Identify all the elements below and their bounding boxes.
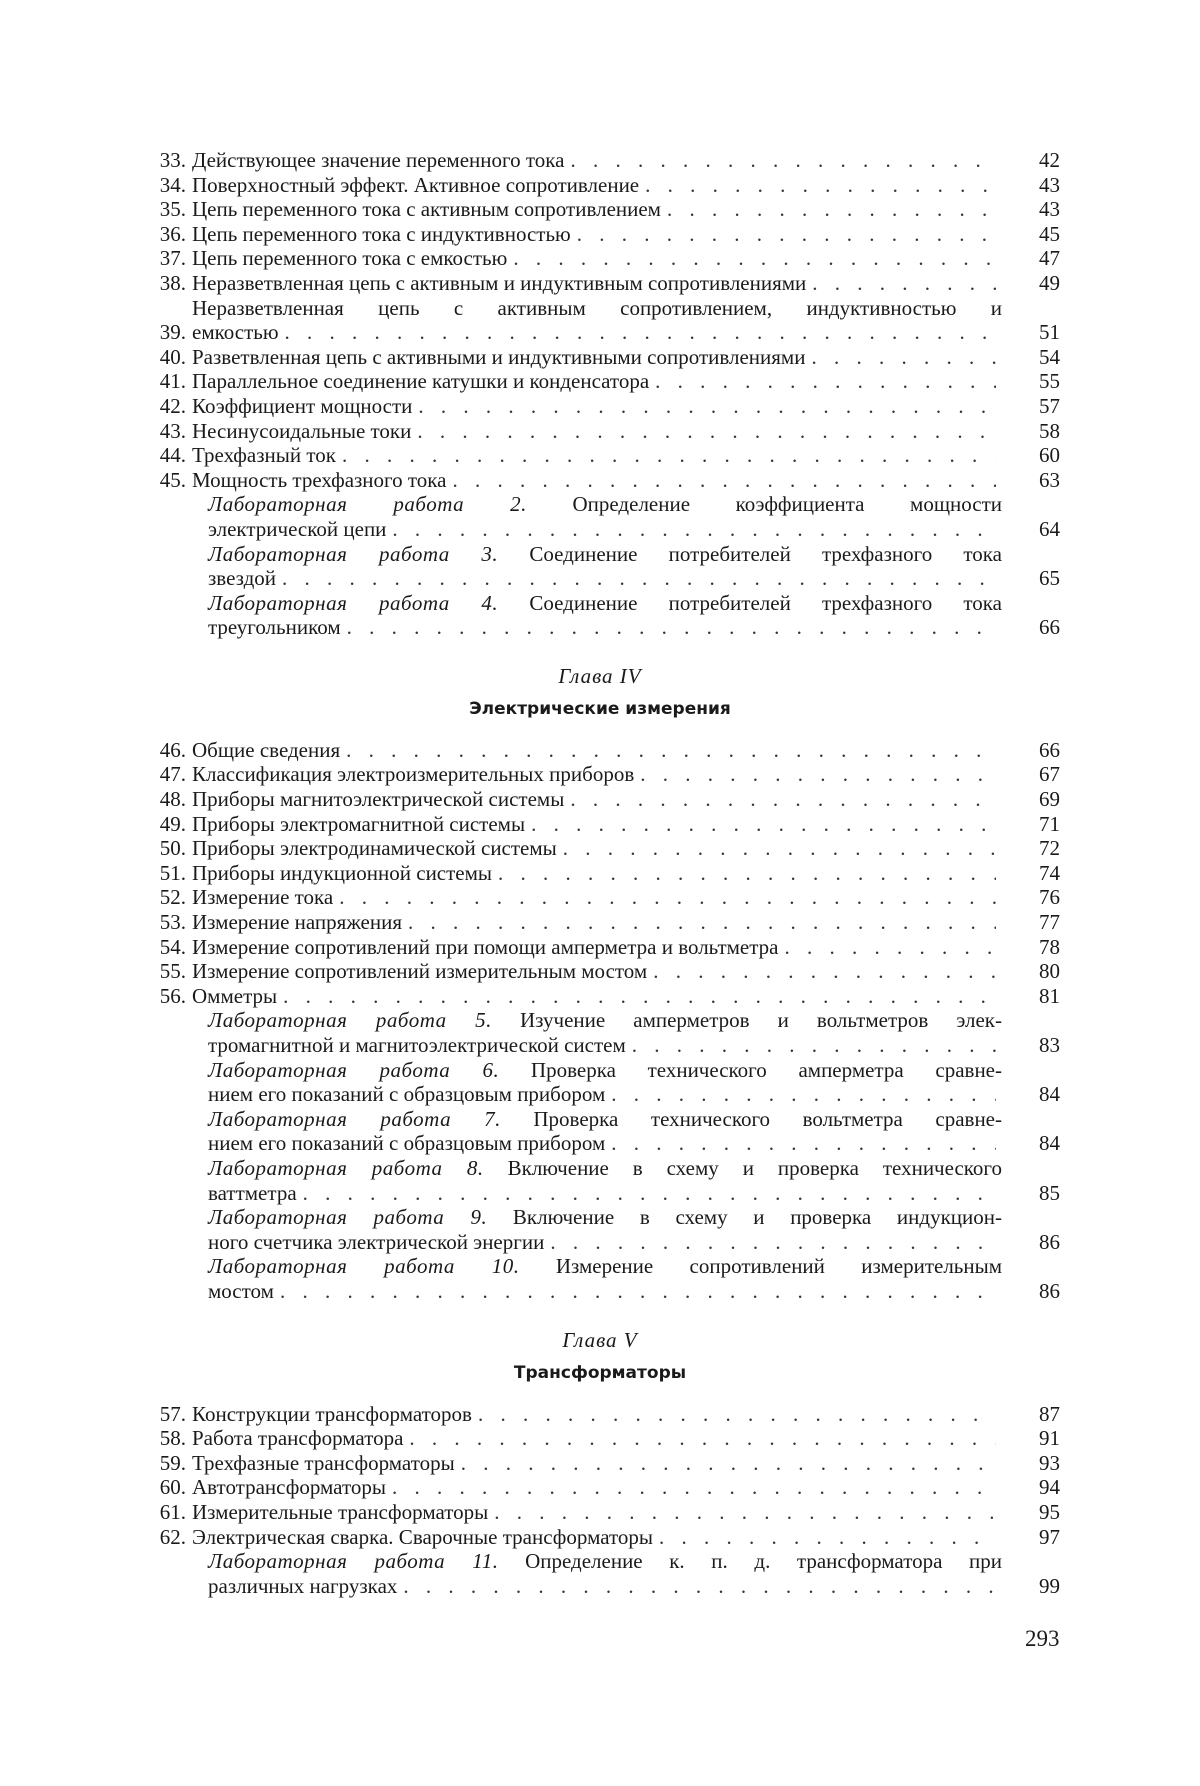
entry-line-1 (208, 1254, 1002, 1279)
entry-body (192, 959, 1002, 984)
lab-work-title: Соединение потребителей трехфазного тока (529, 541, 1002, 566)
entry-line-1 (208, 1205, 1002, 1230)
entry-body (192, 861, 1002, 886)
entry-number: 35. (159, 197, 186, 222)
entry-page: 94 (1039, 1475, 1060, 1500)
entry-title-continued: различных нагрузках (208, 1573, 398, 1598)
dot-leader (494, 1500, 996, 1525)
entry-title-continued: ного счетчика электрической энергии (208, 1229, 545, 1254)
dot-leader (785, 935, 996, 960)
entry-title: Цепь переменного тока с емкостью (192, 246, 508, 271)
entry-body (192, 345, 1002, 370)
dot-leader (461, 1451, 996, 1476)
entry-page: 42 (1039, 148, 1060, 172)
entry-line-1 (208, 1107, 1002, 1132)
entry-body (192, 762, 1002, 787)
dot-leader (655, 369, 996, 394)
entry-number: 42. (159, 393, 186, 418)
entry-line-2 (208, 1131, 1002, 1156)
chapter-title: Электрические измерения (469, 698, 731, 719)
dot-leader (409, 1426, 996, 1451)
dot-leader (659, 1525, 996, 1550)
lab-entry (140, 542, 1060, 591)
entry-body (192, 394, 1002, 419)
entry-page: 93 (1039, 1450, 1060, 1475)
entry-page: 87 (1039, 1401, 1060, 1426)
entry-number: 45. (159, 467, 186, 492)
dot-leader (498, 861, 996, 886)
entry-number: 37. (159, 246, 186, 271)
entry-body (192, 836, 1002, 861)
entry-title: Приборы электродинамической системы (192, 836, 557, 861)
dot-leader (632, 1033, 996, 1058)
entry-line-1 (208, 492, 1002, 517)
entry-title: Измерение напряжения (192, 910, 403, 935)
entry-title-continued: треугольником (208, 615, 341, 640)
entry-title-continued: ваттметра (208, 1180, 297, 1205)
entry-page: 64 (1039, 516, 1060, 541)
entry-page: 51 (1039, 320, 1060, 345)
entry-line-2 (192, 320, 1002, 345)
entry-title: Цепь переменного тока с активным сопротивлением (192, 197, 661, 222)
entry-number: 38. (159, 270, 186, 295)
dot-leader (342, 443, 996, 468)
entry-body (192, 296, 1002, 345)
entry-line-1 (208, 591, 1002, 616)
entry-number: 44. (159, 443, 186, 468)
lab-work-label: Лабораторная работа 8. (208, 1155, 484, 1180)
entry-page: 69 (1039, 787, 1060, 812)
entry-body (192, 1402, 1002, 1427)
chapter-title: Трансформаторы (513, 1362, 687, 1383)
entry-body (192, 173, 1002, 198)
entry-title: Неразветвленная цепь с активным сопротивлением, индуктивностью и (192, 295, 1002, 320)
toc-entry (140, 812, 1060, 837)
entry-title: Автотрансформаторы (192, 1475, 386, 1500)
entry-title: Приборы индукционной системы (192, 860, 493, 885)
toc-entry (140, 296, 1060, 345)
lab-entry (140, 1254, 1060, 1303)
entry-body (208, 1254, 1002, 1303)
entry-title: Омметры (192, 983, 278, 1008)
dot-leader (513, 246, 996, 271)
entry-title: Измерение сопротивлений при помощи амперметра и вольтметра (192, 934, 779, 959)
dot-leader (478, 1402, 996, 1427)
entry-page: 76 (1039, 885, 1060, 910)
entry-body (208, 1205, 1002, 1254)
entry-title: Измерение тока (192, 885, 334, 910)
toc-entry (140, 738, 1060, 763)
dot-leader (550, 1230, 996, 1255)
entry-title: Классификация электроизмерительных приборов (192, 762, 635, 787)
entry-page: 67 (1039, 762, 1060, 787)
toc-section (140, 662, 1060, 1304)
lab-work-label: Лабораторная работа 11. (208, 1549, 499, 1574)
entry-page: 86 (1039, 1278, 1060, 1303)
toc-entry (140, 1426, 1060, 1451)
lab-entry (140, 591, 1060, 640)
entry-page: 85 (1039, 1180, 1060, 1205)
entry-title-continued: электрической цепи (208, 516, 387, 541)
entry-number: 36. (159, 221, 186, 246)
lab-work-label: Лабораторная работа 7. (208, 1106, 501, 1131)
toc-entry (140, 222, 1060, 247)
toc-entry (140, 861, 1060, 886)
entry-page: 63 (1039, 467, 1060, 492)
lab-entry (140, 1549, 1060, 1598)
entry-page: 54 (1039, 344, 1060, 369)
lab-work-label: Лабораторная работа 5. (208, 1008, 492, 1033)
entry-line-1 (208, 1549, 1002, 1574)
dot-leader (811, 345, 996, 370)
entry-body (192, 419, 1002, 444)
dot-leader (408, 910, 996, 935)
dot-leader (640, 762, 996, 787)
entry-number: 51. (159, 860, 186, 885)
dot-leader (403, 1574, 996, 1599)
entry-title: Разветвленная цепь с активными и индуктивными сопротивлениями (192, 344, 806, 369)
entry-page: 72 (1039, 836, 1060, 861)
entry-page: 99 (1039, 1573, 1060, 1598)
entry-page: 66 (1039, 615, 1060, 640)
toc-entry (140, 148, 1060, 173)
entry-body (208, 1549, 1002, 1598)
lab-work-title: Включение в схему и проверка индукцион- (512, 1205, 1003, 1230)
entry-number: 54. (159, 934, 186, 959)
entry-page: 57 (1039, 393, 1060, 418)
toc-entry (140, 1500, 1060, 1525)
lab-work-label: Лабораторная работа 6. (208, 1057, 500, 1082)
entry-number: 59. (159, 1450, 186, 1475)
dot-leader (563, 836, 996, 861)
entry-title-continued: емкостью (192, 320, 279, 345)
entry-page: 74 (1039, 860, 1060, 885)
entry-title-continued: звездой (208, 566, 277, 591)
entry-title: Измерение сопротивлений измерительным мостом (192, 959, 648, 984)
entry-body (192, 197, 1002, 222)
entry-body (192, 468, 1002, 493)
entry-number: 52. (159, 885, 186, 910)
lab-work-title: Соединение потребителей трехфазного тока (529, 590, 1002, 615)
toc-entry (140, 959, 1060, 984)
chapter-heading (140, 662, 1060, 728)
toc-section (140, 148, 1060, 640)
entry-number: 61. (159, 1499, 186, 1524)
entry-body (192, 1525, 1002, 1550)
dot-leader (577, 222, 996, 247)
lab-work-title: Изучение амперметров и вольтметров элек- (520, 1008, 1002, 1033)
toc-entry (140, 197, 1060, 222)
entry-body (192, 812, 1002, 837)
entry-number: 33. (159, 148, 186, 172)
lab-entry (140, 1058, 1060, 1107)
entry-body (208, 1008, 1002, 1057)
lab-work-title: Определение к. п. д. трансформатора при (525, 1549, 1003, 1574)
entry-line-2 (208, 1082, 1002, 1107)
toc-entry (140, 345, 1060, 370)
lab-work-label: Лабораторная работа 2. (208, 492, 527, 517)
entry-line-1 (208, 1156, 1002, 1181)
entry-line-2 (208, 1181, 1002, 1206)
entry-title: Приборы электромагнитной системы (192, 811, 526, 836)
dot-leader (653, 959, 996, 984)
entry-page: 66 (1039, 737, 1060, 762)
entry-title-continued: нием его показаний с образцовым прибором (208, 1082, 606, 1107)
dot-leader (645, 173, 996, 198)
toc-entry (140, 984, 1060, 1009)
lab-work-label: Лабораторная работа 9. (208, 1205, 488, 1230)
entry-title: Неразветвленная цепь с активным и индуктивным сопротивлениями (192, 270, 807, 295)
dot-leader (347, 615, 996, 640)
toc-entry (140, 443, 1060, 468)
table-of-contents (140, 148, 1060, 1598)
chapter-heading (140, 1326, 1060, 1392)
entry-title: Общие сведения (192, 737, 341, 762)
dot-leader (392, 1475, 996, 1500)
entry-page: 80 (1039, 959, 1060, 984)
dot-leader (611, 1082, 996, 1107)
dot-leader (531, 812, 996, 837)
entry-page: 43 (1039, 172, 1060, 197)
entry-line-2 (208, 566, 1002, 591)
toc-entry (140, 271, 1060, 296)
toc-entry (140, 1402, 1060, 1427)
entry-page: 84 (1039, 1082, 1060, 1107)
entry-page: 47 (1039, 246, 1060, 271)
entry-page: 65 (1039, 566, 1060, 591)
entry-page: 58 (1039, 418, 1060, 443)
chapter-label: Глава IV (558, 663, 642, 688)
entry-page: 86 (1039, 1229, 1060, 1254)
dot-leader (667, 197, 996, 222)
lab-work-title: Измерение сопротивлений измерительным (555, 1254, 1003, 1279)
lab-entry (140, 1205, 1060, 1254)
entry-body (208, 1107, 1002, 1156)
dot-leader (283, 984, 996, 1009)
dot-leader (392, 517, 996, 542)
dot-leader (282, 566, 996, 591)
dot-leader (346, 738, 996, 763)
entry-body (208, 1156, 1002, 1205)
entry-title: Действующее значение переменного тока (192, 148, 565, 172)
entry-line-1 (192, 296, 1002, 321)
toc-entry (140, 935, 1060, 960)
lab-work-title: Включение в схему и проверка технического (507, 1155, 1003, 1180)
entry-number: 40. (159, 344, 186, 369)
entry-body (192, 1426, 1002, 1451)
entry-title: Мощность трехфазного тока (192, 467, 447, 492)
toc-entry (140, 1525, 1060, 1550)
toc-entry (140, 419, 1060, 444)
entry-title: Электрическая сварка. Сварочные трансформаторы (192, 1524, 654, 1549)
lab-work-title: Проверка технического вольтметра сравне- (533, 1106, 1002, 1131)
toc-entry (140, 1451, 1060, 1476)
entry-page: 45 (1039, 221, 1060, 246)
toc-entry (140, 787, 1060, 812)
entry-title: Коэффициент мощности (192, 393, 413, 418)
entry-body (208, 1058, 1002, 1107)
entry-line-2 (208, 1574, 1002, 1599)
entry-body (192, 1500, 1002, 1525)
entry-body (192, 246, 1002, 271)
entry-title: Приборы магнитоэлектрической системы (192, 787, 565, 812)
entry-number: 47. (159, 762, 186, 787)
entry-page: 71 (1039, 811, 1060, 836)
entry-title: Измерительные трансформаторы (192, 1499, 489, 1524)
lab-work-title: Проверка технического амперметра сравне- (530, 1057, 1002, 1082)
dot-leader (570, 148, 996, 173)
entry-page: 97 (1039, 1524, 1060, 1549)
entry-page: 83 (1039, 1033, 1060, 1057)
entry-line-2 (208, 1230, 1002, 1255)
entry-body (192, 935, 1002, 960)
dot-leader (611, 1131, 996, 1156)
dot-leader (570, 787, 996, 812)
lab-entry (140, 1156, 1060, 1205)
entry-line-2 (208, 517, 1002, 542)
dot-leader (418, 394, 996, 419)
entry-body (192, 787, 1002, 812)
dot-leader (417, 419, 996, 444)
dot-leader (285, 320, 996, 345)
entry-number: 41. (159, 369, 186, 394)
entry-title: Несинусоидальные токи (192, 418, 412, 443)
entry-title: Цепь переменного тока с индуктивностью (192, 221, 571, 246)
entry-body (192, 443, 1002, 468)
entry-number: 55. (159, 959, 186, 984)
toc-entry (140, 885, 1060, 910)
lab-entry (140, 1107, 1060, 1156)
entry-body (192, 885, 1002, 910)
entry-title: Конструкции трансформаторов (192, 1401, 472, 1426)
dot-leader (280, 1279, 996, 1304)
entry-body (192, 1475, 1002, 1500)
entry-body (208, 542, 1002, 591)
page-number: 293 (1025, 1626, 1060, 1651)
entry-page: 77 (1039, 910, 1060, 935)
toc-entry (140, 246, 1060, 271)
entry-number: 58. (159, 1426, 186, 1451)
toc-entry (140, 173, 1060, 198)
entry-body (208, 492, 1002, 541)
entry-body (192, 738, 1002, 763)
entry-number: 46. (159, 737, 186, 762)
toc-entry (140, 836, 1060, 861)
entry-body (192, 271, 1002, 296)
toc-entry (140, 1475, 1060, 1500)
entry-line-1 (208, 542, 1002, 567)
toc-entry (140, 762, 1060, 787)
entry-title: Трехфазный ток (192, 443, 336, 468)
toc-entry (140, 394, 1060, 419)
entry-line-2 (208, 1279, 1002, 1304)
entry-number: 60. (159, 1475, 186, 1500)
entry-page: 84 (1039, 1131, 1060, 1156)
dot-leader (812, 271, 996, 296)
lab-work-title: Определение коэффициента мощности (572, 492, 1003, 517)
entry-title-continued: тромагнитной и магнитоэлектрической систем (208, 1033, 626, 1057)
entry-title: Трехфазные трансформаторы (192, 1450, 455, 1475)
lab-work-label: Лабораторная работа 4. (208, 590, 499, 615)
entry-line-2 (208, 615, 1002, 640)
dot-leader (303, 1181, 996, 1206)
lab-work-label: Лабораторная работа 3. (208, 541, 499, 566)
entry-body (208, 591, 1002, 640)
toc-entry (140, 468, 1060, 493)
entry-body (192, 369, 1002, 394)
entry-number: 53. (159, 910, 186, 935)
lab-work-label: Лабораторная работа 10. (208, 1254, 520, 1279)
entry-number: 39. (159, 320, 186, 345)
lab-entry (140, 1008, 1060, 1057)
entry-title: Параллельное соединение катушки и конденсатора (192, 369, 650, 394)
entry-number: 34. (159, 172, 186, 197)
entry-body (192, 222, 1002, 247)
entry-number: 50. (159, 836, 186, 861)
entry-page: 78 (1039, 934, 1060, 959)
entry-number: 49. (159, 811, 186, 836)
entry-number: 43. (159, 418, 186, 443)
chapter-label: Глава V (562, 1327, 638, 1352)
toc-entry (140, 369, 1060, 394)
entry-page: 49 (1039, 270, 1060, 295)
entry-number: 56. (159, 983, 186, 1008)
lab-entry (140, 492, 1060, 541)
entry-body (192, 148, 1002, 173)
entry-page: 95 (1039, 1499, 1060, 1524)
entry-title: Работа трансформатора (192, 1426, 404, 1451)
entry-number: 62. (159, 1524, 186, 1549)
toc-entry (140, 910, 1060, 935)
entry-page: 81 (1039, 983, 1060, 1008)
entry-page: 55 (1039, 369, 1060, 394)
entry-title-continued: нием его показаний с образцовым прибором (208, 1131, 606, 1156)
entry-body (192, 1451, 1002, 1476)
entry-body (192, 984, 1002, 1009)
entry-number: 48. (159, 787, 186, 812)
entry-number: 57. (159, 1401, 186, 1426)
entry-line-1 (208, 1058, 1002, 1083)
entry-page: 60 (1039, 443, 1060, 468)
dot-leader (453, 468, 997, 493)
entry-page: 43 (1039, 197, 1060, 222)
dot-leader (339, 885, 996, 910)
entry-page: 91 (1039, 1426, 1060, 1451)
entry-line-2 (208, 1033, 1002, 1058)
entry-title: Поверхностный эффект. Активное сопротивление (192, 172, 640, 197)
entry-line-1 (208, 1008, 1002, 1033)
entry-title-continued: мостом (208, 1278, 274, 1303)
toc-section (140, 1326, 1060, 1599)
entry-body (192, 910, 1002, 935)
